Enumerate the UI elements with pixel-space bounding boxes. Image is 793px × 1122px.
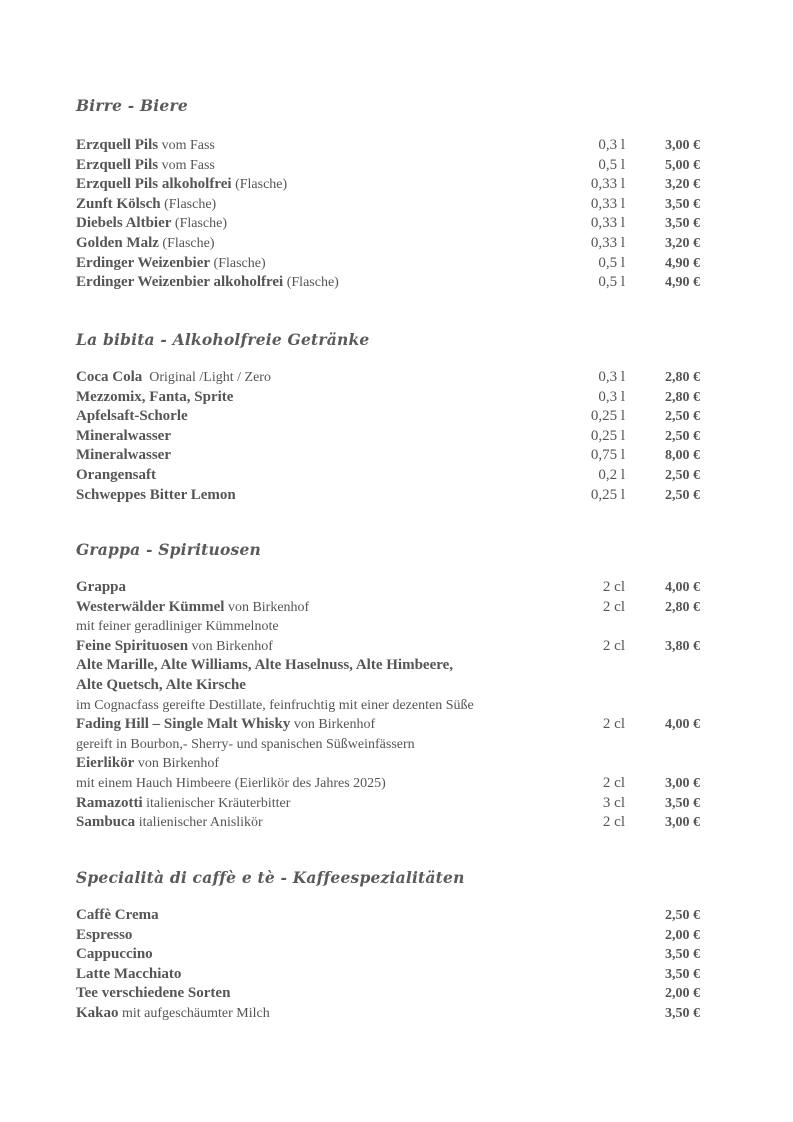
item-price: 2,80 € — [665, 370, 700, 385]
menu-item — [76, 696, 700, 716]
item-description: gereift in Bourbon,- Sherry- und spanischen Süßweinfässern — [76, 736, 415, 752]
item-text — [76, 794, 290, 814]
item-price: 3,50 € — [665, 196, 700, 212]
item-quantity: 0,33 l — [590, 195, 625, 212]
item-price: 2,50 € — [665, 428, 700, 444]
item-text — [76, 234, 215, 254]
menu-item — [76, 617, 700, 637]
menu-item — [76, 656, 700, 676]
item-description: von Birkenhof — [290, 717, 376, 733]
menu-item — [76, 136, 700, 156]
item-quantity: 2 cl — [602, 598, 625, 615]
item-price: 5,00 € — [665, 157, 700, 173]
item-name: Coca Cola — [76, 369, 143, 385]
item-description: von Birkenhof — [188, 638, 273, 654]
item-description: vom Fass — [158, 138, 215, 153]
item-name: Apfelsaft-Schorle — [76, 408, 188, 425]
item-text — [76, 427, 171, 447]
item-name: Alte Marille, Alte Williams, Alte Haselnuss, Alte Himbeere, — [76, 657, 454, 674]
menu-item — [76, 965, 700, 985]
item-name: Cappuccino — [76, 946, 153, 963]
item-text — [76, 407, 188, 427]
item-text — [76, 156, 215, 176]
item-quantity: 0,5 l — [598, 156, 625, 173]
item-quantity: 0,3 l — [598, 369, 625, 385]
item-quantity: 0,5 l — [598, 274, 625, 291]
item-name: Erzquell Pils — [76, 156, 159, 173]
item-description: vom Fass — [158, 157, 215, 173]
item-price: 3,00 € — [665, 815, 700, 831]
item-price: 3,20 € — [665, 177, 700, 193]
item-price: 2,80 € — [665, 599, 700, 615]
item-price: 4,00 € — [665, 717, 700, 733]
item-quantity: 0,3 l — [598, 388, 625, 405]
menu-item — [76, 578, 700, 598]
item-name: Diebels Altbier — [76, 215, 172, 232]
item-price: 2,00 € — [665, 986, 700, 1002]
item-quantity: 0,2 l — [598, 466, 625, 483]
menu-item — [76, 427, 700, 447]
item-quantity: 0,5 l — [598, 254, 625, 271]
menu-item — [76, 175, 700, 195]
item-name: Espresso — [76, 926, 133, 943]
item-quantity: 2 cl — [602, 774, 625, 791]
item-description: (Flasche) — [171, 216, 227, 232]
item-text — [76, 578, 126, 598]
item-text — [76, 735, 415, 755]
menu-item — [76, 407, 700, 427]
item-name: Latte Macchiato — [76, 965, 182, 982]
item-text — [76, 696, 474, 716]
item-price: 2,50 € — [665, 487, 700, 503]
item-name: Westerwälder Kümmel — [76, 598, 225, 615]
item-description: italienischer Anislikör — [135, 815, 263, 831]
item-text — [76, 273, 339, 293]
item-text — [76, 754, 219, 774]
menu-item — [76, 715, 700, 735]
item-description: im Cognacfass gereifte Destillate, feinfruchtig mit einer dezenten Süße — [76, 697, 474, 713]
menu-item — [76, 794, 700, 814]
menu-item — [76, 273, 700, 293]
menu-item — [76, 813, 700, 833]
item-quantity: 0,3 l — [598, 137, 625, 153]
item-text — [76, 446, 171, 466]
menu-item — [76, 984, 700, 1004]
menu-item — [76, 1004, 700, 1024]
menu-item — [76, 195, 700, 215]
item-price: 2,00 € — [665, 927, 700, 943]
section-birre — [76, 96, 700, 291]
item-name: Erzquell Pils alkoholfrei — [76, 176, 232, 193]
item-name: Sambuca — [76, 814, 136, 831]
item-name: Fading Hill – Single Malt Whisky — [76, 716, 291, 733]
item-quantity: 0,25 l — [590, 408, 625, 425]
item-name: Alte Quetsch, Alte Kirsche — [76, 676, 246, 693]
item-text — [76, 984, 230, 1004]
item-name: Mezzomix, Fanta, Sprite — [76, 388, 234, 405]
item-price: 3,00 € — [665, 775, 700, 791]
item-name: Zunft Kölsch — [76, 195, 161, 212]
item-quantity: 2 cl — [602, 716, 625, 733]
item-description: (Flasche) — [231, 177, 288, 193]
item-price: 2,80 € — [665, 389, 700, 405]
section-caffe — [76, 868, 700, 1021]
item-quantity: 2 cl — [602, 637, 625, 654]
item-description: (Flasche) — [283, 275, 339, 291]
item-price: 3,50 € — [665, 795, 700, 811]
menu-item — [76, 486, 700, 506]
menu-list — [76, 578, 700, 833]
menu-item — [76, 754, 700, 774]
item-quantity: 0,25 l — [590, 486, 625, 503]
item-text — [76, 965, 181, 985]
item-text — [76, 368, 271, 388]
menu-item — [76, 214, 700, 234]
menu-item — [76, 774, 700, 794]
item-text — [76, 175, 287, 195]
item-price: 3,00 € — [665, 138, 700, 153]
menu-item — [76, 945, 700, 965]
item-price: 4,90 € — [665, 255, 700, 271]
menu-list — [76, 906, 700, 1024]
item-description: (Flasche) — [160, 196, 217, 212]
item-price: 2,50 € — [665, 908, 700, 923]
item-name: Orangensaft — [76, 466, 156, 483]
item-name: Erdinger Weizenbier alkoholfrei — [76, 274, 284, 291]
section-title: Grappa - Spirituosen — [76, 540, 261, 559]
item-name: Grappa — [76, 579, 127, 595]
item-name: Schweppes Bitter Lemon — [76, 486, 236, 503]
item-price: 4,00 € — [665, 580, 700, 595]
item-name: Mineralwasser — [76, 447, 171, 464]
item-text — [76, 906, 159, 926]
item-price: 3,50 € — [665, 966, 700, 982]
item-text — [76, 254, 266, 274]
item-price: 3,50 € — [665, 1005, 700, 1021]
section-title: La bibita - Alkoholfreie Getränke — [76, 330, 370, 349]
item-text — [76, 1004, 270, 1024]
item-name: Erzquell Pils — [76, 137, 159, 153]
item-description: (Flasche) — [158, 235, 215, 251]
menu-item — [76, 388, 700, 408]
item-quantity: 0,33 l — [590, 176, 625, 193]
item-quantity: 2 cl — [602, 579, 625, 595]
menu-item — [76, 368, 700, 388]
item-text — [76, 214, 227, 234]
item-text — [76, 926, 132, 946]
item-description: (Flasche) — [210, 255, 266, 271]
item-quantity: 0,75 l — [590, 447, 625, 464]
item-name: Eierlikör — [76, 755, 135, 772]
item-quantity: 2 cl — [602, 814, 625, 831]
item-price: 4,90 € — [665, 275, 700, 291]
menu-item — [76, 637, 700, 657]
menu-item — [76, 735, 700, 755]
item-text — [76, 656, 453, 676]
item-text — [76, 637, 273, 657]
item-description: Original /Light / Zero — [142, 370, 271, 385]
item-name: Mineralwasser — [76, 427, 171, 444]
item-name: Caffè Crema — [76, 907, 159, 923]
menu-item — [76, 676, 700, 696]
item-name: Ramazotti — [76, 794, 143, 811]
menu-item — [76, 598, 700, 618]
section-grappa — [76, 540, 700, 831]
menu-list — [76, 368, 700, 505]
item-description: von Birkenhof — [134, 756, 220, 772]
item-price: 8,00 € — [665, 448, 700, 464]
section-bibita — [76, 330, 700, 503]
item-name: Golden Malz — [76, 234, 159, 251]
item-description: italienischer Kräuterbitter — [142, 795, 291, 811]
menu-item — [76, 926, 700, 946]
item-price: 2,50 € — [665, 409, 700, 425]
item-text — [76, 676, 246, 696]
menu-item — [76, 906, 700, 926]
section-title: Specialità di caffè e tè - Kaffeespezialitäten — [76, 868, 465, 887]
item-description: mit feiner geradliniger Kümmelnote — [76, 619, 279, 635]
menu-item — [76, 234, 700, 254]
item-text — [76, 715, 375, 735]
menu-item — [76, 446, 700, 466]
item-description: mit aufgeschäumter Milch — [118, 1005, 270, 1021]
item-description: mit einem Hauch Himbeere (Eierlikör des Jahres 2025) — [76, 775, 386, 791]
menu-item — [76, 466, 700, 486]
item-quantity: 0,33 l — [590, 234, 625, 251]
menu-item — [76, 254, 700, 274]
item-name: Erdinger Weizenbier — [76, 254, 211, 271]
section-title: Birre - Biere — [76, 96, 188, 115]
item-name: Kakao — [76, 1004, 119, 1021]
item-description: von Birkenhof — [224, 599, 310, 615]
item-text — [76, 466, 156, 486]
item-text — [76, 486, 236, 506]
item-name: Feine Spirituosen — [76, 637, 189, 654]
item-text — [76, 388, 233, 408]
item-quantity: 0,33 l — [590, 215, 625, 232]
item-text — [76, 598, 309, 618]
item-price: 3,20 € — [665, 235, 700, 251]
item-price: 3,50 € — [665, 947, 700, 963]
item-text — [76, 136, 215, 156]
menu-item — [76, 156, 700, 176]
item-price: 3,50 € — [665, 216, 700, 232]
item-text — [76, 813, 263, 833]
item-price: 2,50 € — [665, 467, 700, 483]
item-text — [76, 945, 153, 965]
item-quantity: 3 cl — [602, 794, 625, 811]
item-price: 3,80 € — [665, 638, 700, 654]
item-name: Tee verschiedene Sorten — [76, 985, 231, 1002]
item-text — [76, 774, 386, 794]
menu-list — [76, 136, 700, 293]
item-quantity: 0,25 l — [590, 427, 625, 444]
item-text — [76, 195, 216, 215]
item-text — [76, 617, 279, 637]
